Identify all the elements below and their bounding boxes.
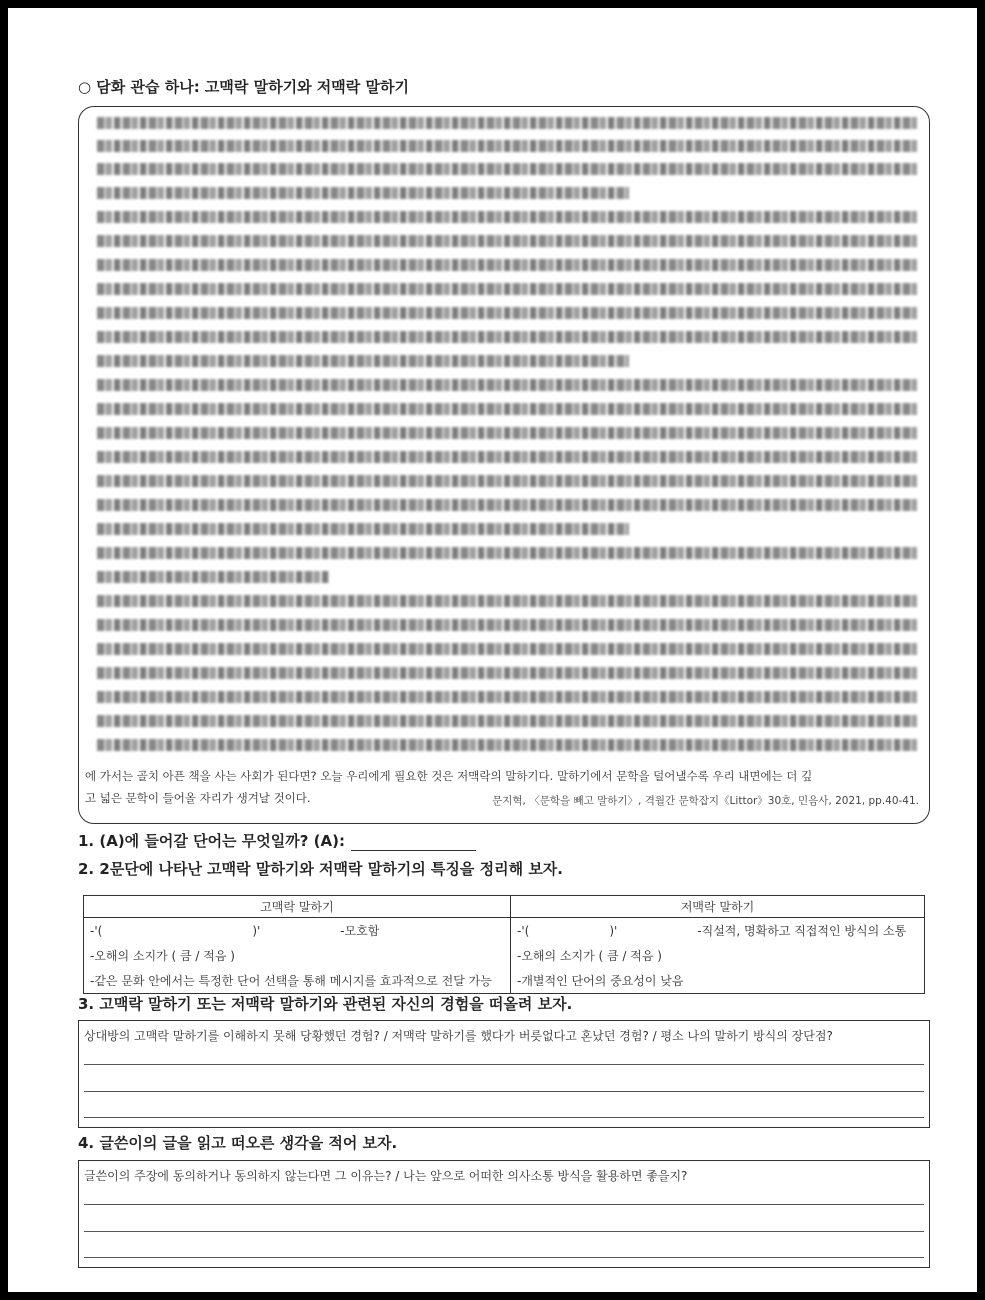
- high-row-1[interactable]: -'( )' -모호함: [84, 918, 511, 944]
- low-row-3: -개별적인 단어의 중요성이 낮음: [511, 968, 925, 994]
- question-3: 3. 고맥락 말하기 또는 저맥락 말하기와 관련된 자신의 경험을 떠올려 보자.: [78, 995, 573, 1013]
- high-row-2[interactable]: -오해의 소지가 ( 큼 / 적음 ): [84, 943, 511, 968]
- answer-blank[interactable]: [351, 836, 476, 851]
- header-low-context: 저맥락 말하기: [511, 896, 925, 918]
- question-1-text: 1. (A)에 들어갈 단어는 무엇일까? (A):: [78, 832, 345, 850]
- reading-passage-box: [78, 106, 930, 824]
- low-row-1[interactable]: -'( )' -직설적, 명확하고 직접적인 방식의 소통: [511, 918, 925, 944]
- question-4: 4. 글쓴이의 글을 읽고 떠오른 생각을 적어 보자.: [78, 1134, 398, 1152]
- section-title: ○ 담화 관습 하나: 고맥락 말하기와 저맥락 말하기: [78, 78, 409, 96]
- header-high-context: 고맥락 말하기: [84, 896, 511, 918]
- citation: 문지혁, 〈문학을 빼고 말하기〉, 격월간 문학잡지《Littor》30호, 민음사, 2021, pp.40-41.: [492, 795, 919, 807]
- prompt-3: 상대방의 고맥락 말하기를 이해하지 못해 당황했던 경험? / 저맥락 말하기를 했다가 버릇없다고 혼났던 경험? / 평소 나의 말하기 방식의 장단점?: [84, 1029, 833, 1043]
- prompt-4: 글쓴이의 주장에 동의하거나 동의하지 않는다면 그 이유는? / 나는 앞으로 어떠한 의사소통 방식을 활용하면 좋을지?: [84, 1169, 688, 1183]
- worksheet-page: [8, 8, 977, 1292]
- question-2: 2. 2문단에 나타난 고맥락 말하기와 저맥락 말하기의 특징을 정리해 보자.: [78, 860, 563, 878]
- answer-box-4[interactable]: [78, 1160, 930, 1268]
- passage-line: 고 넓은 문학이 들어올 자리가 생겨날 것이다.: [85, 791, 311, 805]
- low-row-2[interactable]: -오해의 소지가 ( 큼 / 적음 ): [511, 943, 925, 968]
- comparison-table: [83, 895, 925, 994]
- question-1: [78, 830, 476, 851]
- answer-box-3[interactable]: [78, 1020, 930, 1128]
- blurred-passage-text: [79, 107, 929, 755]
- passage-line: 에 가서는 골치 아픈 책을 사는 사회가 된다면? 오늘 우리에게 필요한 것은 저맥락의 말하기다. 말하기에서 문학을 덜어낼수록 우리 내면에는 더 깊: [85, 769, 813, 783]
- high-row-3: -같은 문화 안에서는 특정한 단어 선택을 통해 메시지를 효과적으로 전달 가능: [84, 968, 511, 994]
